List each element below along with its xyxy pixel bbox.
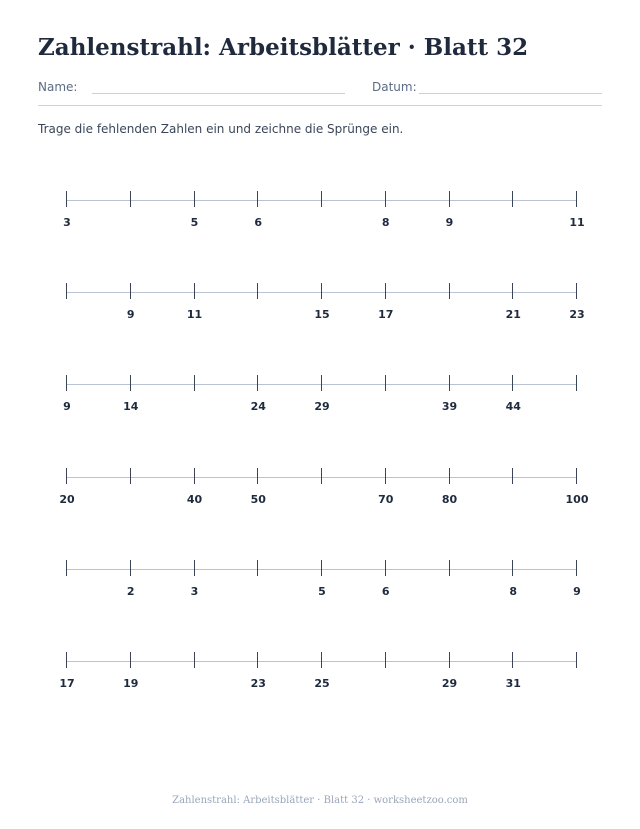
tick-mark xyxy=(449,560,450,576)
tick-mark xyxy=(385,375,386,391)
tick-label: 44 xyxy=(505,400,521,414)
tick-mark xyxy=(130,191,131,207)
number-line-axis xyxy=(67,569,577,570)
name-label: Name: xyxy=(38,80,78,94)
tick-mark xyxy=(576,375,577,391)
header-divider xyxy=(38,105,602,106)
tick-label: 25 xyxy=(314,677,330,690)
tick-label: 40 xyxy=(186,492,203,506)
tick-mark xyxy=(576,283,577,299)
tick-label: 21 xyxy=(505,308,521,322)
tick-label: 31 xyxy=(505,677,521,690)
name-field[interactable] xyxy=(92,93,345,94)
number-line xyxy=(0,283,640,333)
tick-label: 8 xyxy=(509,584,518,598)
tick-label: 70 xyxy=(378,492,394,506)
tick-label: 3 xyxy=(63,216,71,229)
tick-label: 24 xyxy=(250,400,266,414)
tick-mark xyxy=(130,652,131,668)
tick-mark xyxy=(449,652,450,668)
tick-mark xyxy=(66,375,67,391)
tick-label: 17 xyxy=(59,677,75,690)
tick-mark xyxy=(512,191,513,207)
number-line xyxy=(0,560,640,610)
tick-mark xyxy=(194,283,195,299)
number-line xyxy=(0,191,640,241)
tick-mark xyxy=(194,468,195,484)
tick-mark xyxy=(385,283,386,299)
tick-mark xyxy=(449,283,450,299)
tick-mark xyxy=(576,191,577,207)
number-line-axis xyxy=(67,661,577,662)
page-title: Zahlenstrahl: Arbeitsblätter · Blatt 32 xyxy=(38,34,529,61)
tick-mark xyxy=(66,283,67,299)
footer: Zahlenstrahl: Arbeitsblätter · Blatt 32 · worksheetzoo.com xyxy=(172,795,468,806)
tick-mark xyxy=(321,652,322,668)
tick-label: 6 xyxy=(381,584,390,598)
tick-mark xyxy=(66,468,67,484)
tick-mark xyxy=(512,652,513,668)
tick-mark xyxy=(66,560,67,576)
tick-mark xyxy=(512,283,513,299)
tick-label: 11 xyxy=(569,216,585,229)
tick-label: 9 xyxy=(126,308,135,322)
tick-mark xyxy=(576,468,577,484)
tick-mark xyxy=(130,468,131,484)
tick-mark xyxy=(257,375,258,391)
tick-mark xyxy=(385,560,386,576)
tick-mark xyxy=(130,560,131,576)
date-field[interactable] xyxy=(419,93,602,94)
tick-mark xyxy=(449,191,450,207)
tick-mark xyxy=(321,468,322,484)
tick-label: 29 xyxy=(314,400,330,414)
tick-mark xyxy=(321,560,322,576)
tick-mark xyxy=(449,375,450,391)
tick-label: 19 xyxy=(123,677,139,690)
tick-label: 5 xyxy=(190,216,199,229)
tick-mark xyxy=(321,375,322,391)
tick-mark xyxy=(385,652,386,668)
tick-label: 6 xyxy=(254,216,263,229)
instruction-text: Trage die fehlenden Zahlen ein und zeichne die Sprünge ein. xyxy=(38,122,404,136)
tick-label: 20 xyxy=(59,492,75,506)
tick-mark xyxy=(512,375,513,391)
number-line-axis xyxy=(67,384,577,385)
number-line xyxy=(0,468,640,518)
tick-label: 39 xyxy=(441,400,458,414)
tick-label: 29 xyxy=(441,677,458,690)
tick-mark xyxy=(576,560,577,576)
tick-label: 23 xyxy=(250,677,266,690)
tick-mark xyxy=(257,652,258,668)
tick-mark xyxy=(449,468,450,484)
tick-label: 14 xyxy=(123,400,139,414)
tick-mark xyxy=(257,283,258,299)
tick-label: 5 xyxy=(318,584,326,598)
tick-mark xyxy=(576,652,577,668)
tick-mark xyxy=(512,560,513,576)
tick-label: 2 xyxy=(126,584,135,598)
number-line-axis xyxy=(67,292,577,293)
number-line-axis xyxy=(67,200,577,201)
tick-label: 100 xyxy=(565,492,589,506)
tick-mark xyxy=(321,283,322,299)
tick-mark xyxy=(385,191,386,207)
header-fields xyxy=(38,80,602,100)
tick-label: 9 xyxy=(573,584,581,598)
date-label: Datum: xyxy=(372,80,417,94)
tick-mark xyxy=(257,468,258,484)
tick-mark xyxy=(512,468,513,484)
number-line xyxy=(0,375,640,425)
tick-mark xyxy=(66,191,67,207)
tick-label: 9 xyxy=(445,216,454,229)
tick-mark xyxy=(257,560,258,576)
tick-mark xyxy=(321,191,322,207)
number-line-axis xyxy=(67,477,577,478)
tick-mark xyxy=(194,560,195,576)
tick-label: 15 xyxy=(314,308,330,322)
tick-label: 9 xyxy=(63,400,71,414)
tick-mark xyxy=(194,652,195,668)
tick-mark xyxy=(194,191,195,207)
tick-label: 8 xyxy=(381,216,390,229)
tick-label: 11 xyxy=(186,308,203,322)
tick-label: 23 xyxy=(569,308,585,322)
tick-mark xyxy=(66,652,67,668)
tick-mark xyxy=(130,375,131,391)
tick-label: 17 xyxy=(378,308,394,322)
number-line xyxy=(0,652,640,702)
tick-label: 80 xyxy=(441,492,458,506)
tick-mark xyxy=(257,191,258,207)
tick-label: 3 xyxy=(190,584,199,598)
tick-mark xyxy=(194,375,195,391)
tick-label: 50 xyxy=(250,492,266,506)
tick-mark xyxy=(130,283,131,299)
tick-mark xyxy=(385,468,386,484)
